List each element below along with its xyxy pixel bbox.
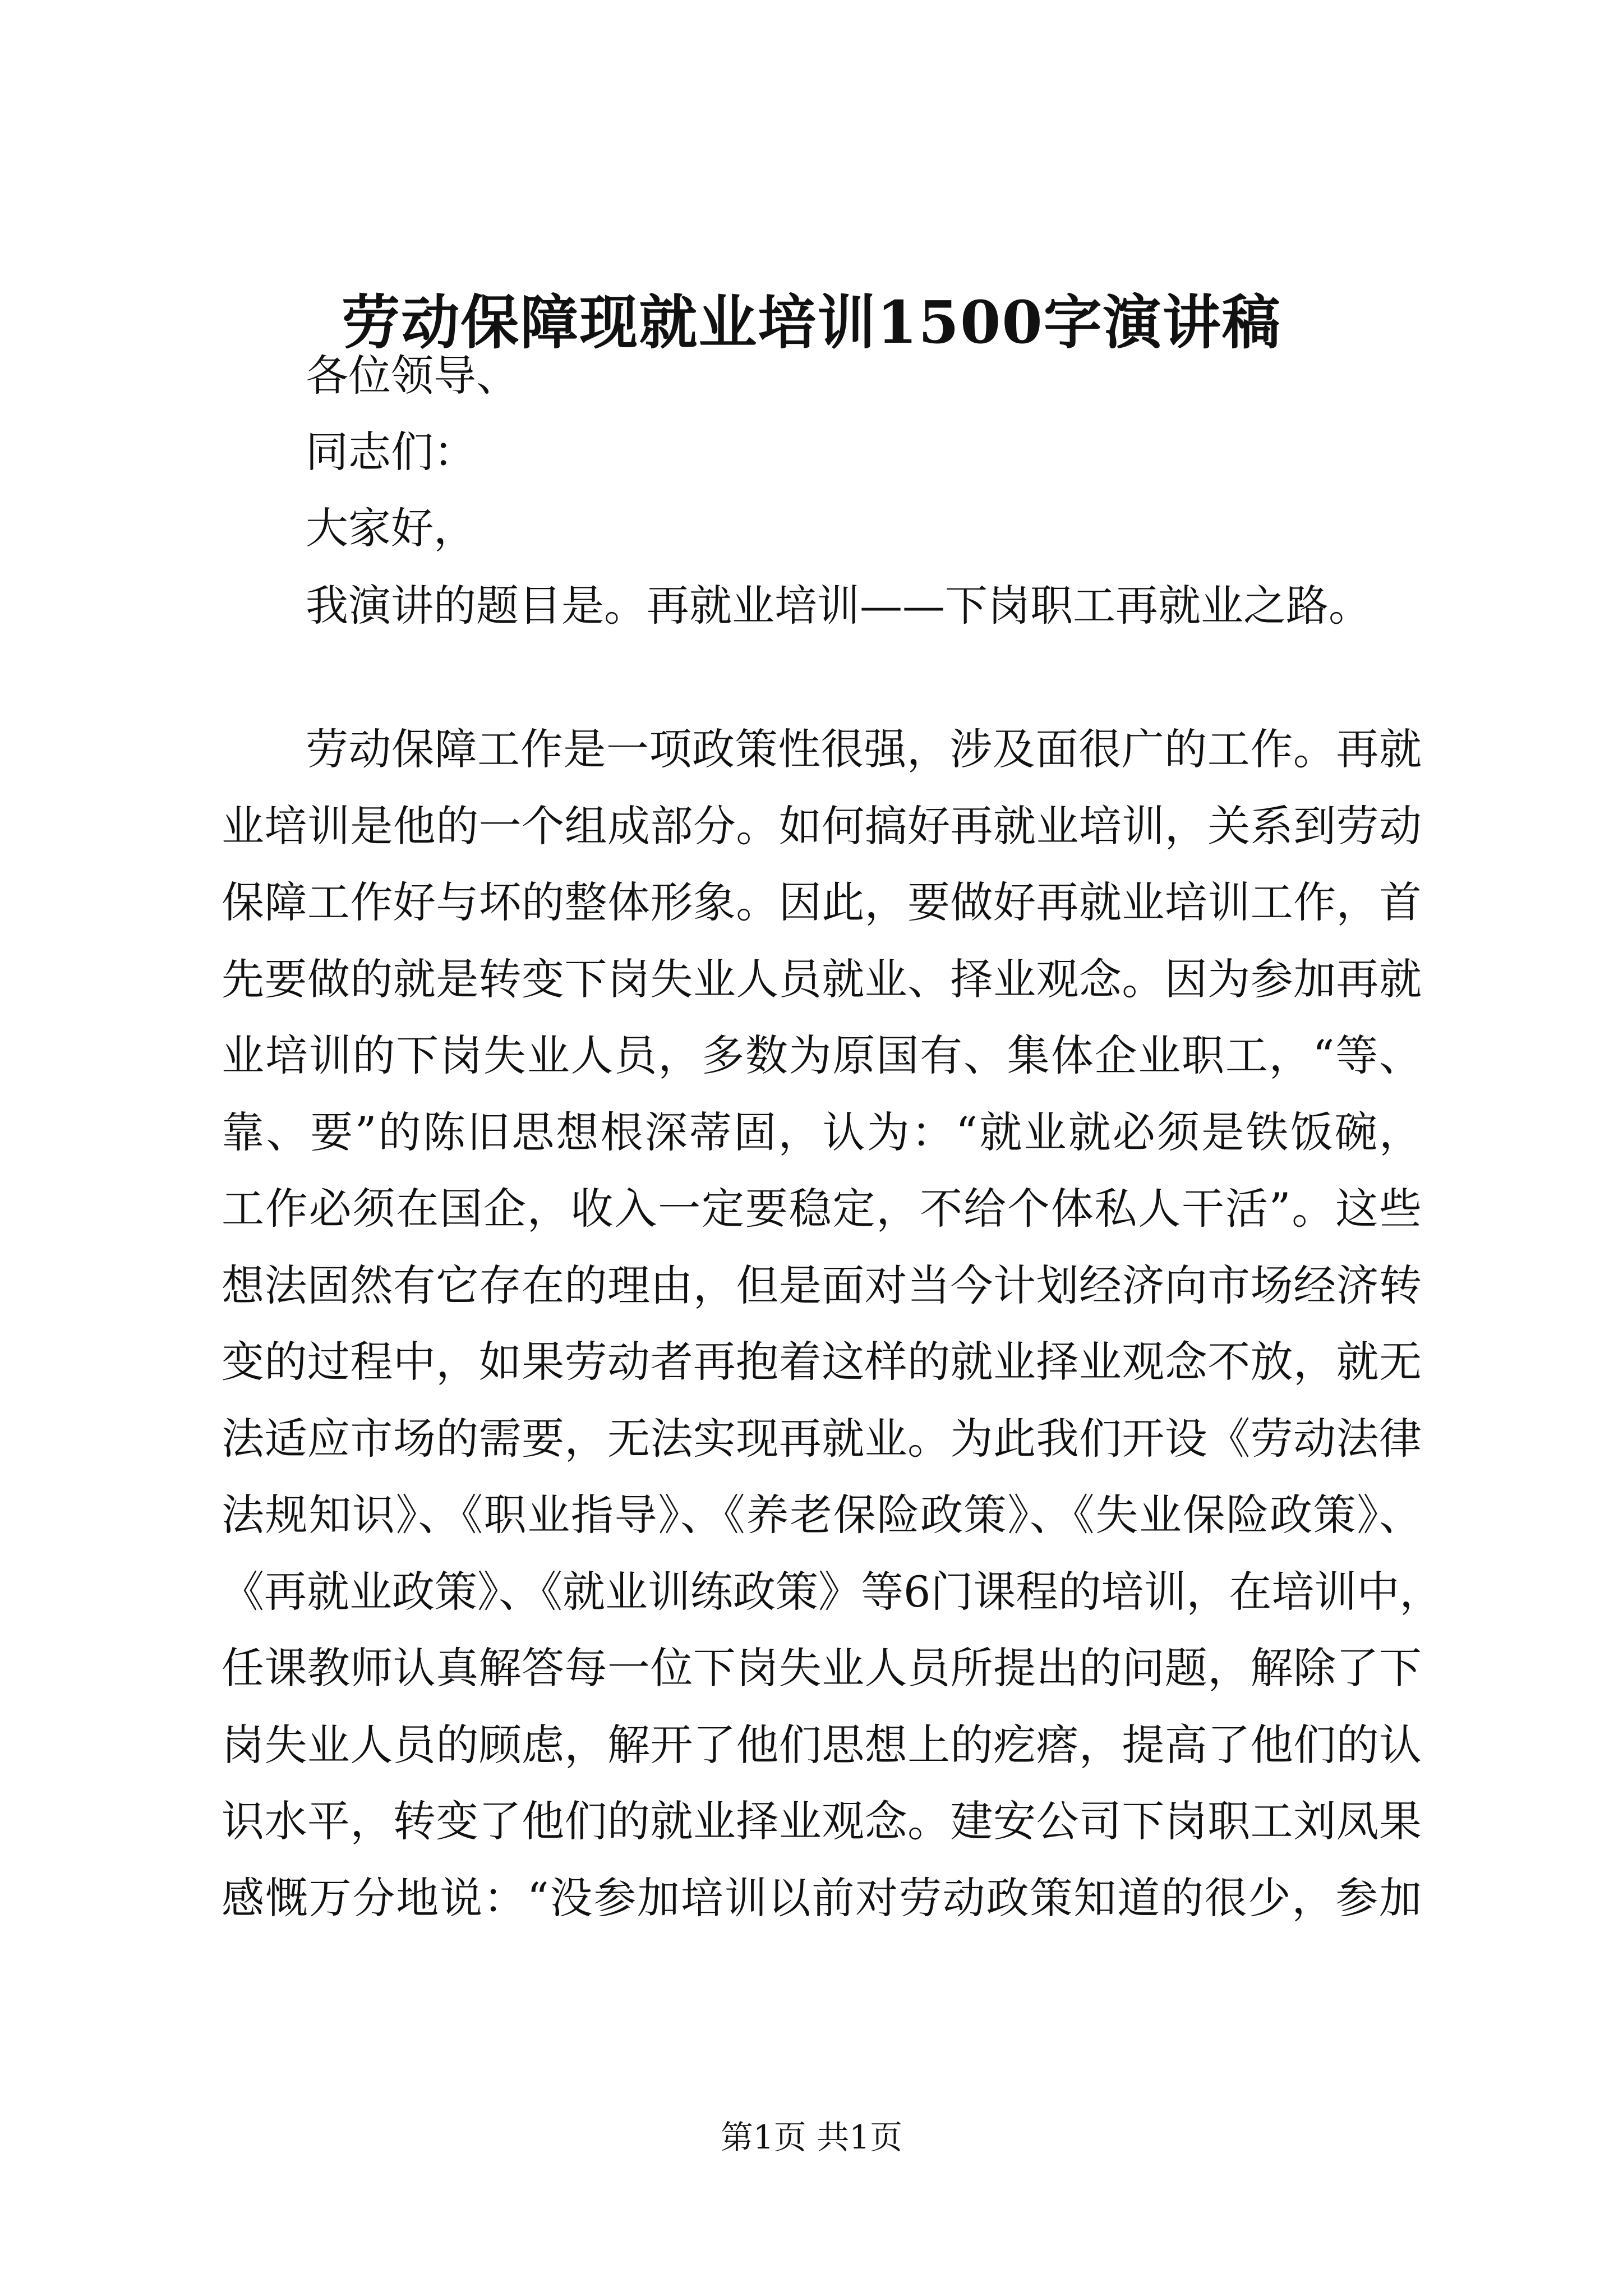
paragraph-line: 感慨万分地说：“没参加培训以前对劳动政策知道的很少，参加 (222, 1872, 1422, 1923)
paragraph-line: 变的过程中，如果劳动者再抱着这样的就业择业观念不放，就无 (222, 1337, 1422, 1387)
speech-topic-line: 我演讲的题目是。再就业培训——下岗职工再就业之路。 (306, 581, 1371, 631)
body-paragraph (222, 711, 1442, 1936)
paragraph-line: 靠、要”的陈旧思想根深蒂固，认为：“就业就必须是铁饭碗， (222, 1107, 1422, 1157)
paragraph-line: 法规知识》、《职业指导》、《养老保险政策》、《失业保险政策》、 (222, 1490, 1422, 1540)
document-title: 劳动保障现就业培训1500字演讲稿 (342, 288, 1281, 357)
salutation-line: 大家好， (306, 503, 476, 553)
paragraph-line: 工作必须在国企，收入一定要稳定，不给个体私人干活”。这些 (222, 1184, 1422, 1234)
salutation-line: 各位领导、 (306, 351, 519, 401)
paragraph-line: 先要做的就是转变下岗失业人员就业、择业观念。因为参加再就 (222, 954, 1422, 1004)
paragraph-line: 业培训的下岗失业人员，多数为原国有、集体企业职工，“等、 (222, 1030, 1422, 1080)
paragraph-line: 想法固然有它存在的理由，但是面对当今计划经济向市场经济转 (222, 1260, 1422, 1310)
paragraph-line: 任课教师认真解答每一位下岗失业人员所提出的问题，解除了下 (222, 1643, 1422, 1693)
paragraph-line: 保障工作好与坏的整体形象。因此，要做好再就业培训工作，首 (222, 877, 1422, 927)
paragraph-line: 岗失业人员的顾虑，解开了他们思想上的疙瘩，提高了他们的认 (222, 1719, 1422, 1770)
salutation-line: 同志们： (306, 427, 476, 477)
paragraph-line: 《再就业政策》、《就业训练政策》等6门课程的培训，在培训中， (222, 1566, 1442, 1617)
page-number-footer: 第1页 共1页 (720, 2118, 903, 2156)
paragraph-line: 业培训是他的一个组成部分。如何搞好再就业培训，关系到劳动 (222, 800, 1422, 851)
paragraph-line: 劳动保障工作是一项政策性很强，涉及面很广的工作。再就 (306, 724, 1422, 774)
paragraph-line: 识水平，转变了他们的就业择业观念。建安公司下岗职工刘凤果 (222, 1796, 1422, 1846)
paragraph-line: 法适应市场的需要，无法实现再就业。为此我们开设《劳动法律 (222, 1413, 1422, 1464)
